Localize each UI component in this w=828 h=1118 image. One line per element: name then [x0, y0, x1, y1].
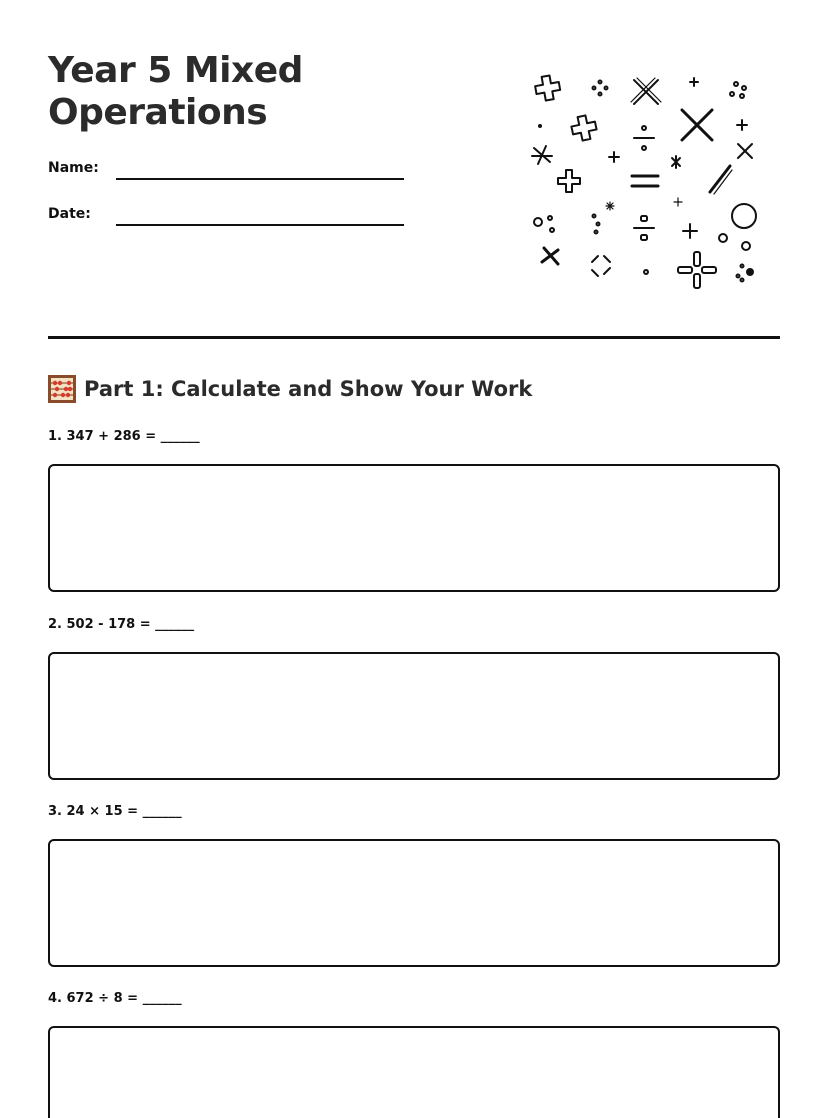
- answer-box-1[interactable]: [48, 464, 780, 592]
- date-field: [48, 204, 408, 228]
- question-2: 2. 502 - 178 = ______: [48, 617, 195, 632]
- worksheet-title: Year 5 Mixed Operations: [48, 50, 303, 133]
- answer-box-3[interactable]: [48, 839, 780, 967]
- question-3: 3. 24 × 15 = ______: [48, 804, 182, 819]
- math-symbols-decoration: [524, 66, 764, 290]
- question-1: 1. 347 + 286 = ______: [48, 429, 200, 444]
- section-heading: [48, 374, 532, 404]
- answer-box-4[interactable]: [48, 1026, 780, 1118]
- name-line: [116, 178, 404, 180]
- answer-box-2[interactable]: [48, 652, 780, 780]
- name-field: [48, 158, 408, 182]
- name-label: Name:: [48, 160, 99, 176]
- question-4: 4. 672 ÷ 8 = ______: [48, 991, 182, 1006]
- date-label: Date:: [48, 206, 91, 222]
- section-title: Part 1: Calculate and Show Your Work: [84, 377, 533, 401]
- section-divider: [48, 336, 780, 339]
- abacus-icon: [48, 375, 76, 403]
- date-line: [116, 224, 404, 226]
